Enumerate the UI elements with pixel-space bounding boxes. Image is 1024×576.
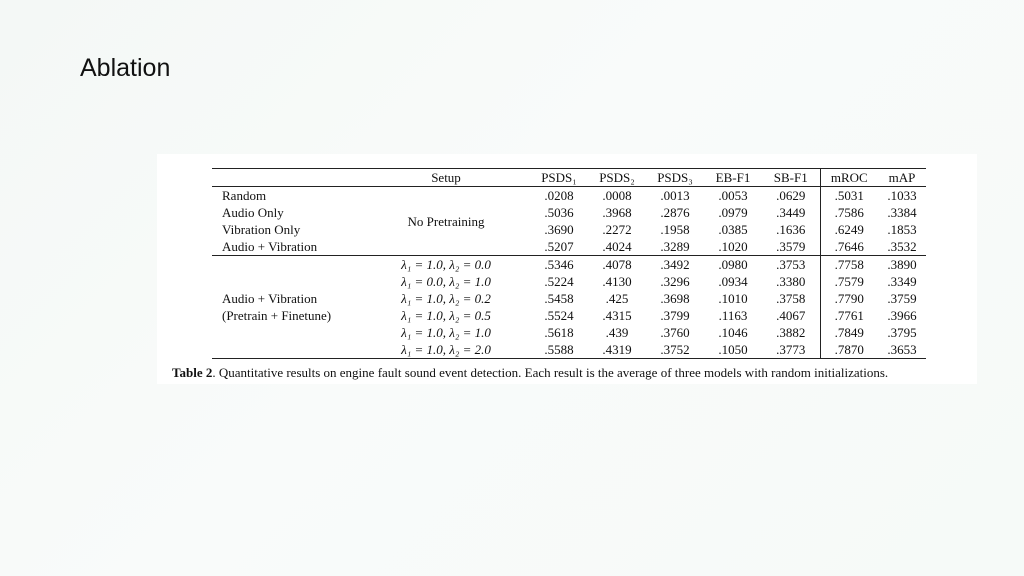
cell: .1010 [718, 291, 748, 306]
header-empty [212, 169, 362, 187]
cell: .3579 [762, 238, 820, 256]
table-row [212, 204, 926, 221]
setup-lambda: λ₁ = 0.0, λ₂ = 1.0 [401, 274, 491, 289]
cell: .3698 [660, 291, 690, 306]
cell: .7646 [820, 238, 878, 256]
cell: .7579 [820, 273, 878, 290]
cell: .7586 [820, 204, 878, 221]
row-name-empty [212, 324, 362, 341]
table-row [212, 273, 926, 290]
slide-title: Ablation [80, 54, 171, 82]
cell: .4319 [588, 341, 646, 359]
cell: .3296 [660, 274, 690, 289]
cell: .3289 [646, 238, 704, 256]
setup-lambda: λ₁ = 1.0, λ₂ = 0.2 [401, 291, 491, 306]
cell: .1050 [704, 341, 762, 359]
row-name-empty [212, 256, 362, 274]
cell: .1636 [776, 222, 806, 237]
header-psds2: PSDS₂ [588, 169, 646, 187]
row-name: Audio + Vibration [212, 238, 362, 256]
cell: .6249 [820, 221, 878, 238]
cell: .1020 [704, 238, 762, 256]
cell: .7849 [820, 324, 878, 341]
header-psds1: PSDS₁ [530, 169, 588, 187]
cell: .0980 [718, 257, 748, 272]
cell: .0629 [776, 188, 806, 203]
cell: .3380 [776, 274, 806, 289]
cell: .0053 [718, 188, 748, 203]
cell: .3759 [887, 291, 917, 306]
table-row [212, 341, 926, 359]
row-name-empty [212, 341, 362, 359]
row-name: Random [222, 188, 267, 203]
cell: .3795 [887, 325, 917, 340]
cell: .1853 [887, 222, 917, 237]
header-psds3: PSDS₃ [646, 169, 704, 187]
cell: .3752 [646, 341, 704, 359]
cell: .4078 [602, 257, 632, 272]
cell: .5031 [820, 187, 878, 205]
cell: .3349 [887, 274, 917, 289]
setup-lambda-best: λ₁ = 1.0, λ₂ = 0.5 [401, 308, 491, 323]
cell: .3653 [878, 341, 926, 359]
table-caption [172, 365, 888, 381]
cell: .0385 [718, 222, 748, 237]
row-name: Vibration Only [222, 222, 301, 237]
cell: .439 [605, 325, 629, 340]
header-row [212, 169, 926, 187]
cell: .7790 [820, 290, 878, 307]
table-row [212, 290, 926, 307]
cell: .4130 [602, 274, 632, 289]
cell: .1033 [887, 188, 917, 203]
cell: .5207 [530, 238, 588, 256]
header-map: mAP [878, 169, 926, 187]
row-name: Audio + Vibration [222, 291, 318, 306]
table-row [212, 221, 926, 238]
cell: .7758 [820, 256, 878, 274]
cell: .425 [605, 291, 629, 306]
cell: .0979 [718, 205, 748, 220]
row-name-empty [212, 273, 362, 290]
header-setup: Setup [362, 169, 530, 187]
cell: .7870 [820, 341, 878, 359]
table-row [212, 238, 926, 256]
cell: .3890 [887, 257, 917, 272]
cell: .7761 [820, 307, 878, 324]
cell: .0008 [602, 188, 632, 203]
header-mroc: mROC [820, 169, 878, 187]
cell: .3690 [544, 222, 574, 237]
table-row [212, 256, 926, 274]
caption-label: Table 2 [172, 365, 213, 380]
cell: .2876 [660, 205, 690, 220]
cell: .3758 [776, 291, 806, 306]
cell: .3799 [660, 308, 690, 323]
cell: .3773 [762, 341, 820, 359]
setup-lambda: λ₁ = 1.0, λ₂ = 1.0 [401, 325, 491, 340]
cell: .5346 [544, 257, 574, 272]
cell: .3966 [887, 308, 917, 323]
cell: .3882 [776, 325, 806, 340]
setup-lambda: λ₁ = 1.0, λ₂ = 0.0 [401, 257, 491, 272]
table-row [212, 324, 926, 341]
table-figure [157, 154, 977, 384]
cell: .5036 [544, 205, 574, 220]
table-row [212, 307, 926, 324]
setup-no-pretraining: No Pretraining [362, 187, 530, 256]
cell: .3968 [602, 205, 632, 220]
cell: .5588 [530, 341, 588, 359]
cell: .5524 [544, 308, 574, 323]
cell: .3492 [660, 257, 690, 272]
cell: .5458 [544, 291, 574, 306]
setup-lambda: λ₁ = 1.0, λ₂ = 2.0 [362, 341, 530, 359]
table-row [212, 187, 926, 205]
cell: .3753 [776, 257, 806, 272]
cell: .4024 [588, 238, 646, 256]
cell: .4067 [776, 308, 806, 323]
header-eb-f1: EB-F1 [704, 169, 762, 187]
cell: .2272 [602, 222, 632, 237]
caption-text: . Quantitative results on engine fault sound event detection. Each result is the average of three models with random initializations. [212, 365, 889, 380]
header-sb-f1: SB-F1 [762, 169, 820, 187]
cell: .3449 [776, 205, 806, 220]
cell: .3760 [660, 325, 690, 340]
cell: .4315 [602, 308, 632, 323]
cell: .1163 [718, 308, 748, 323]
cell: .0013 [660, 188, 690, 203]
cell: .1046 [718, 325, 748, 340]
row-name: Audio Only [222, 205, 284, 220]
cell: .3532 [878, 238, 926, 256]
results-table [212, 168, 926, 359]
cell: .5618 [544, 325, 574, 340]
cell: .1958 [660, 222, 690, 237]
cell: .0934 [718, 274, 748, 289]
row-name: (Pretrain + Finetune) [222, 308, 332, 323]
cell: .3384 [887, 205, 917, 220]
cell: .0208 [544, 188, 574, 203]
cell: .5224 [544, 274, 574, 289]
